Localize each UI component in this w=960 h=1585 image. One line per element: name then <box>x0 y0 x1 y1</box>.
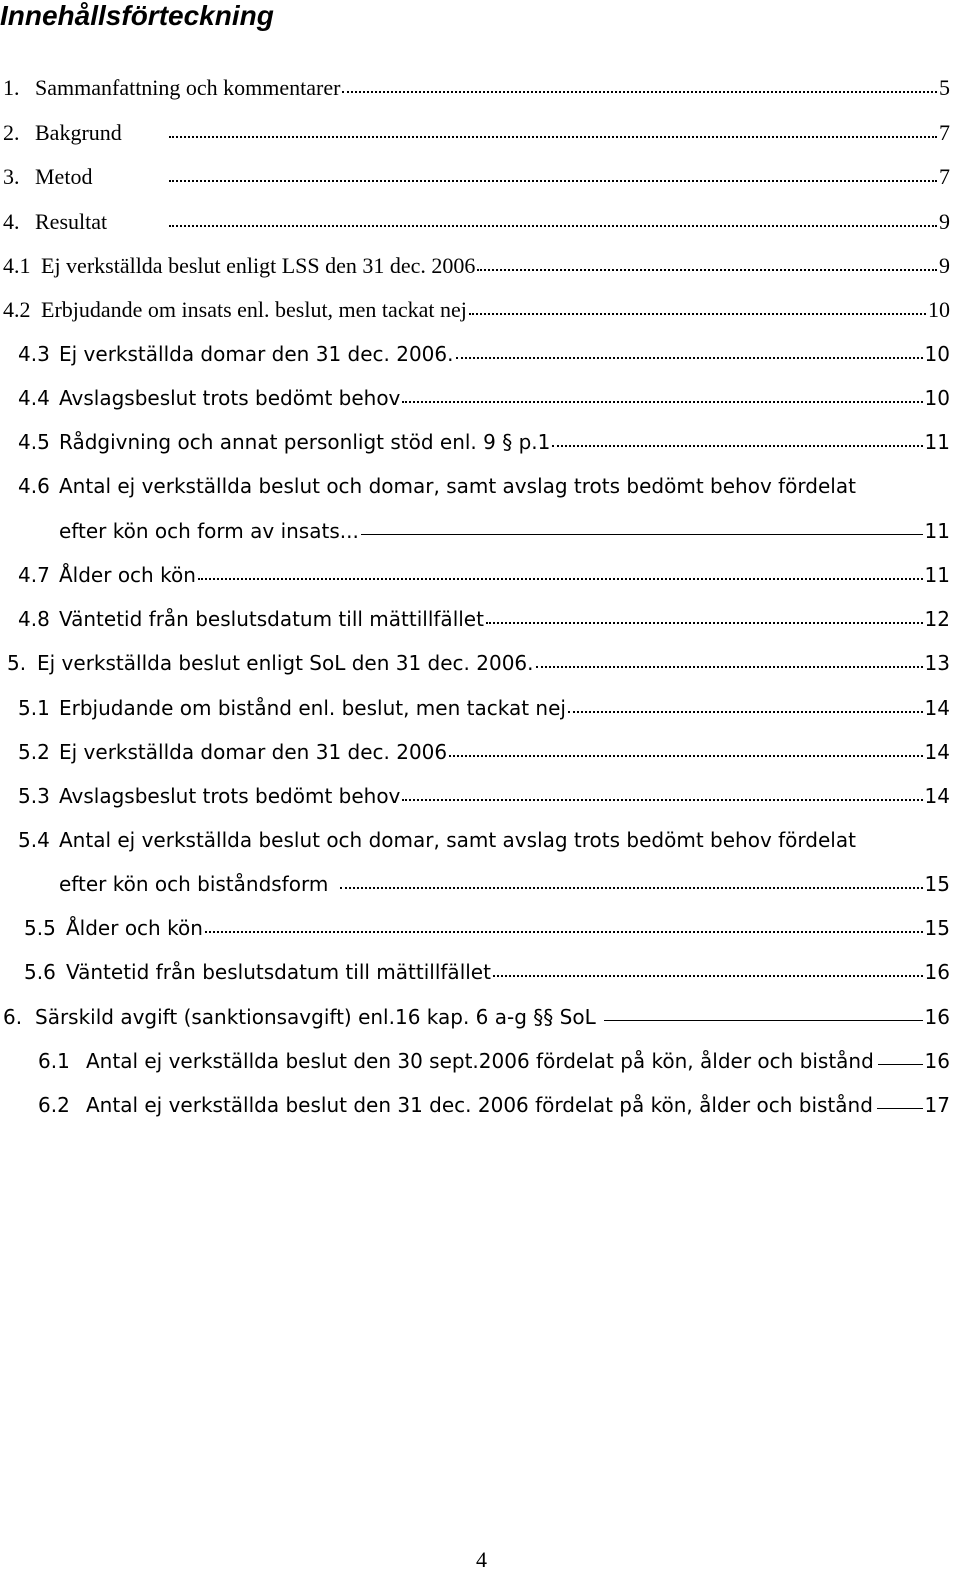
toc-entry-text: Antal ej verkställda beslut den 30 sept.2006 fördelat på kön, ålder och bistånd <box>86 1049 874 1073</box>
toc-entry-number: 6.2 <box>38 1093 70 1117</box>
toc-leader <box>469 297 926 317</box>
toc-entry-page: 9 <box>939 209 950 234</box>
toc-entry-page: 11 <box>924 430 950 454</box>
toc-entry-number: 5.6 <box>24 960 56 984</box>
toc-entry-number: 4.1 <box>3 253 31 278</box>
toc-entry-number: 4.8 <box>18 607 50 631</box>
toc-entry-text: Ålder och kön <box>66 916 203 940</box>
toc-entry-text: Bakgrund <box>35 120 122 145</box>
toc-entry-text: Resultat <box>35 209 108 234</box>
toc-leader <box>402 385 922 405</box>
toc-entry-page: 14 <box>924 696 950 720</box>
toc-entry-text-continued: efter kön och form av insats... <box>59 519 359 543</box>
toc-leader <box>340 871 922 891</box>
toc-entry-5-4[interactable] <box>18 827 856 853</box>
toc-entry-page: 11 <box>924 563 950 587</box>
toc-leader <box>493 959 923 979</box>
toc-entry-5-4-cont[interactable] <box>59 871 950 897</box>
toc-title: Innehållsförteckning <box>0 0 274 31</box>
toc-entry-page: 13 <box>924 651 950 675</box>
toc-leader <box>449 739 922 759</box>
toc-entry-4-5[interactable] <box>18 429 950 455</box>
toc-entry-6-2[interactable] <box>38 1092 950 1118</box>
toc-entry-4-6-cont[interactable] <box>59 518 950 544</box>
toc-entry-number: 5.2 <box>18 740 50 764</box>
toc-entry-text: Rådgivning och annat personligt stöd enl. 9 § p.1 <box>59 430 551 454</box>
toc-entry-number: 4.4 <box>18 386 50 410</box>
toc-leader <box>568 695 923 715</box>
page-number: 4 <box>476 1547 487 1572</box>
toc-leader <box>536 650 923 670</box>
toc-entry-text: Ej verkställda domar den 31 dec. 2006. <box>59 342 454 366</box>
toc-entry-page: 17 <box>924 1093 950 1117</box>
toc-entry-page: 10 <box>924 342 950 366</box>
toc-entry-page: 14 <box>924 784 950 808</box>
toc-entry-4-6[interactable] <box>18 473 856 499</box>
toc-leader <box>361 518 923 538</box>
toc-leader <box>402 783 922 803</box>
toc-entry-number: 4.7 <box>18 563 50 587</box>
toc-leader <box>169 164 937 184</box>
toc-entry-6-1[interactable] <box>38 1048 950 1074</box>
toc-entry-number: 4. <box>3 209 20 234</box>
toc-entry-page: 14 <box>924 740 950 764</box>
toc-leader <box>456 341 923 361</box>
toc-entry-text: Erbjudande om bistånd enl. beslut, men tackat nej <box>59 696 566 720</box>
toc-entry-text: Avslagsbeslut trots bedömt behov <box>59 784 401 808</box>
toc-leader <box>552 429 922 449</box>
toc-entry-number: 4.5 <box>18 430 50 454</box>
toc-entry-page: 7 <box>939 120 950 145</box>
toc-entry-text: Ej verkställda beslut enligt LSS den 31 dec. 2006 <box>41 253 476 278</box>
toc-entry-text: Avslagsbeslut trots bedömt behov <box>59 386 401 410</box>
toc-entry-4[interactable] <box>3 209 950 235</box>
toc-entry-4-7[interactable] <box>18 562 950 588</box>
toc-entry-number: 5. <box>7 651 27 675</box>
toc-entry-text-continued: efter kön och biståndsform <box>59 872 329 896</box>
toc-leader <box>342 75 937 95</box>
toc-entry-text: Antal ej verkställda beslut och domar, samt avslag trots bedömt behov fördelat <box>59 474 856 498</box>
toc-entry-5-1[interactable] <box>18 695 950 721</box>
toc-entry-number: 5.4 <box>18 828 50 852</box>
toc-entry-text: Väntetid från beslutsdatum till mättillfället <box>66 960 491 984</box>
toc-entry-3[interactable] <box>3 164 950 190</box>
toc-entry-number: 6.1 <box>38 1049 70 1073</box>
toc-entry-page: 10 <box>928 297 950 322</box>
toc-entry-number: 5.5 <box>24 916 56 940</box>
toc-entry-page: 16 <box>924 960 950 984</box>
toc-leader <box>877 1092 923 1112</box>
toc-entry-4-1[interactable] <box>3 253 950 279</box>
toc-entry-number: 4.6 <box>18 474 50 498</box>
toc-leader <box>205 915 923 935</box>
toc-entry-number: 5.1 <box>18 696 50 720</box>
toc-entry-text: Antal ej verkställda beslut den 31 dec. 2006 fördelat på kön, ålder och bistånd <box>86 1093 873 1117</box>
toc-entry-4-8[interactable] <box>18 606 950 632</box>
toc-entry-number: 4.3 <box>18 342 50 366</box>
toc-entry-page: 12 <box>924 607 950 631</box>
toc-entry-number: 3. <box>3 164 20 189</box>
toc-entry-page: 16 <box>924 1005 950 1029</box>
toc-leader <box>169 120 937 140</box>
toc-entry-1[interactable] <box>3 75 950 101</box>
toc-entry-page: 10 <box>924 386 950 410</box>
toc-entry-2[interactable] <box>3 120 950 146</box>
toc-entry-text: Antal ej verkställda beslut och domar, samt avslag trots bedömt behov fördelat <box>59 828 856 852</box>
toc-entry-text: Ej verkställda beslut enligt SoL den 31 dec. 2006. <box>37 651 534 675</box>
toc-entry-page: 11 <box>924 519 950 543</box>
toc-entry-6[interactable] <box>3 1004 950 1030</box>
toc-entry-5-6[interactable] <box>24 959 950 985</box>
toc-entry-5-5[interactable] <box>24 915 950 941</box>
toc-entry-5-3[interactable] <box>18 783 950 809</box>
toc-entry-page: 7 <box>939 164 950 189</box>
toc-entry-5[interactable] <box>7 650 950 676</box>
toc-leader <box>169 209 937 229</box>
toc-leader <box>486 606 923 626</box>
toc-entry-number: 6. <box>3 1005 23 1029</box>
toc-entry-text: Ej verkställda domar den 31 dec. 2006 <box>59 740 448 764</box>
toc-entry-text: Väntetid från beslutsdatum till mättillfället <box>59 607 484 631</box>
toc-entry-number: 2. <box>3 120 20 145</box>
toc-entry-text: Sammanfattning och kommentarer <box>35 75 341 100</box>
toc-entry-4-3[interactable] <box>18 341 950 367</box>
toc-entry-number: 1. <box>3 75 20 100</box>
toc-entry-number: 5.3 <box>18 784 50 808</box>
toc-entry-text: Erbjudande om insats enl. beslut, men tackat nej <box>41 297 467 322</box>
toc-entry-page: 16 <box>924 1049 950 1073</box>
toc-entry-page: 5 <box>939 75 950 100</box>
toc-entry-text: Särskild avgift (sanktionsavgift) enl.16 kap. 6 a-g §§ SoL <box>35 1005 596 1029</box>
toc-entry-4-2[interactable] <box>3 297 950 323</box>
toc-entry-4-4[interactable] <box>18 385 950 411</box>
toc-entry-text: Metod <box>35 164 93 189</box>
toc-leader <box>477 253 937 273</box>
toc-leader <box>198 562 923 582</box>
toc-leader <box>604 1004 923 1024</box>
toc-entry-text: Ålder och kön <box>59 563 196 587</box>
toc-entry-5-2[interactable] <box>18 739 950 765</box>
toc-entry-page: 15 <box>924 872 950 896</box>
toc-leader <box>878 1048 923 1068</box>
toc-entry-page: 9 <box>939 253 950 278</box>
toc-entry-number: 4.2 <box>3 297 31 322</box>
toc-entry-page: 15 <box>924 916 950 940</box>
